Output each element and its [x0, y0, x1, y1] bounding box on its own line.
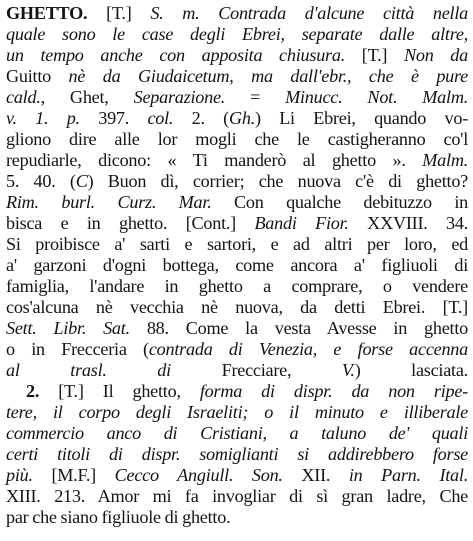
text-line — [6, 444, 468, 465]
text-run: repudiarle, dicono: « Ti manderò al ghetto ». — [6, 150, 423, 170]
text-run: più. — [6, 465, 33, 485]
text-run: Separazione. — [133, 87, 226, 107]
text-run: Non da — [403, 45, 468, 65]
text-run: = — [225, 87, 286, 107]
text-line — [6, 129, 468, 150]
text-run: a' garzoni d'ogni bottega, come ancora a' figliuoli di — [6, 255, 468, 275]
text-run: famiglia, l'andare in ghetto a comprare, o vendere — [6, 276, 468, 296]
text-run: [T.] Il ghetto, — [39, 381, 200, 401]
text-run: 2. — [26, 381, 40, 401]
text-run: commercio anco di Cristiani, a taluno de' quali — [6, 423, 468, 443]
text-line — [6, 234, 468, 255]
text-run: in Parn. Ital. — [348, 465, 468, 485]
text-line — [6, 192, 468, 213]
text-run: XIII. — [6, 486, 41, 506]
text-line — [6, 171, 468, 192]
text-run: [T.] — [345, 45, 404, 65]
text-run: forma di dispr. da non ripe- — [199, 381, 468, 401]
text-run: un tempo anche con apposita chiusura. — [6, 45, 346, 65]
text-run: [T.] — [87, 3, 151, 23]
text-run: cald. — [6, 87, 41, 107]
text-line — [6, 402, 468, 423]
text-run: ) Li Ebrei, quando vo- — [255, 108, 468, 128]
text-run: nè da Giudaicetum, ma dall'ebr., che è pure — [68, 66, 468, 86]
text-line — [6, 87, 468, 108]
text-run: [M.F.] — [32, 465, 115, 485]
text-run: Con qualche debituzzo in — [211, 192, 468, 212]
text-run: Cecco Angiull. Son. — [114, 465, 283, 485]
text-run: Malm. — [422, 150, 468, 170]
text-run: Gh. — [228, 108, 255, 128]
text-run: al trasl. di — [6, 360, 171, 380]
text-run: , Ghet, — [40, 87, 134, 107]
text-run: 2. ( — [173, 108, 229, 128]
text-line — [6, 381, 468, 402]
text-line — [6, 507, 468, 528]
text-line — [6, 465, 468, 486]
text-run: GHETTO. — [6, 3, 88, 23]
text-line — [6, 108, 468, 129]
text-line — [6, 24, 468, 45]
text-run: o in Frecceria ( — [6, 339, 149, 359]
text-run: col. — [147, 108, 174, 128]
text-line — [6, 297, 468, 318]
text-run: Si proibisce a' sarti e sartori, e ad altri per loro, ed — [6, 234, 468, 254]
text-run: quale sono le case degli Ebrei, separate dalle altre, — [6, 24, 468, 44]
dictionary-entry-ghetto — [6, 3, 468, 528]
text-run: Frecciare, — [170, 360, 342, 380]
text-run: V. — [341, 360, 355, 380]
text-run: XXVIII. 34. — [348, 213, 468, 233]
text-run: XII. — [282, 465, 349, 485]
text-run: certi titoli di dispr. somiglianti si addirebbero forse — [6, 444, 468, 464]
text-run: Sett. Libr. Sat. — [6, 318, 130, 338]
text-run: Bandi Fior. — [254, 213, 349, 233]
text-run: ) lasciata. — [354, 360, 468, 380]
text-run: Minucc. Not. Malm. — [285, 87, 468, 107]
text-line — [6, 423, 468, 444]
text-run: S. m. Contrada d'alcune città nella — [150, 3, 468, 23]
text-line — [6, 66, 468, 87]
text-run: bisca e in ghetto. [Cont.] — [6, 213, 255, 233]
text-line — [6, 486, 468, 507]
text-line — [6, 339, 468, 360]
text-run: C — [75, 171, 88, 191]
text-run: v. 1. p. — [6, 108, 80, 128]
text-line — [6, 318, 468, 339]
text-line — [6, 213, 468, 234]
text-line — [6, 150, 468, 171]
text-line — [6, 360, 468, 381]
text-run: contrada di Venezia, e forse accenna — [148, 339, 468, 359]
text-run: 397. — [79, 108, 148, 128]
text-run: cos'alcuna nè vecchia nè nuova, da detti Ebrei. [T.] — [6, 297, 468, 317]
text-line — [6, 255, 468, 276]
text-run: 213. Amor mi fa invogliar di sì gran ladre, Che — [40, 486, 468, 506]
text-run: 88. Come la vesta Avesse in ghetto — [129, 318, 468, 338]
text-run: ) Buon dì, corrier; che nuova c'è di ghetto? — [87, 171, 469, 191]
text-run: Rim. burl. Curz. Mar. — [6, 192, 212, 212]
text-run: par che siano figliuole di ghetto. — [6, 507, 231, 527]
text-run: Guitto — [6, 66, 69, 86]
text-line — [6, 45, 468, 66]
text-run: tere, il corpo degli Israeliti; o il minuto e illiberale — [6, 402, 468, 422]
text-run: 5. 40. ( — [6, 171, 76, 191]
text-line — [6, 276, 468, 297]
text-line — [6, 3, 468, 24]
text-run: gliono dire alle lor mogli che le castigheranno co'l — [6, 129, 468, 149]
